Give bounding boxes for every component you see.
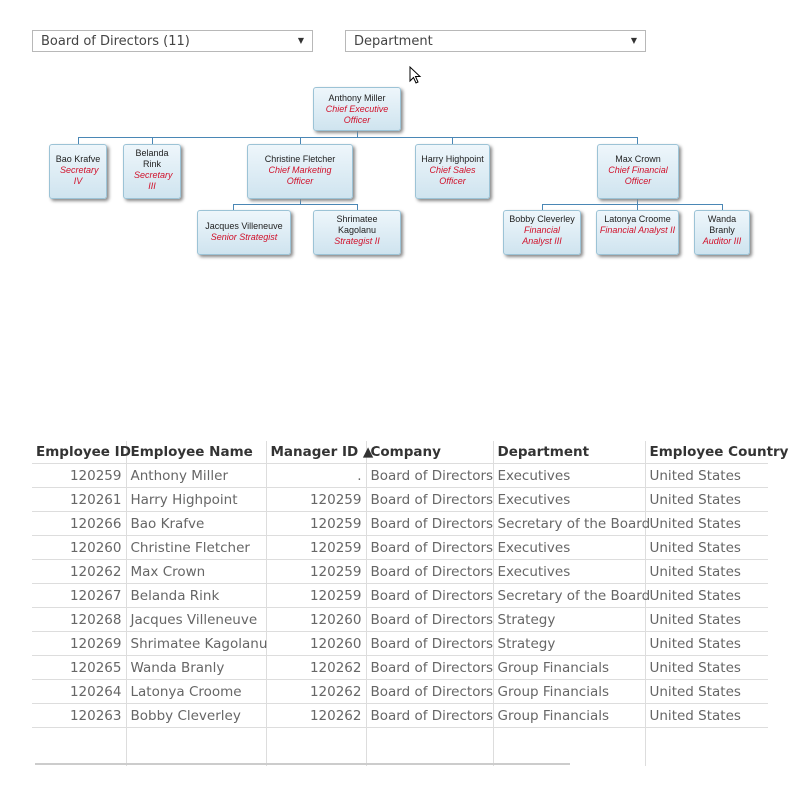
- table-cell: United States: [645, 560, 768, 584]
- table-row[interactable]: [32, 680, 768, 704]
- table-row[interactable]: [32, 512, 768, 536]
- table-cell: United States: [645, 632, 768, 656]
- node-title: Strategist II: [334, 236, 380, 246]
- node-name: Bao Krafve: [55, 154, 101, 164]
- org-node-shrimatee-kagolanu[interactable]: [313, 210, 401, 255]
- table-row[interactable]: [32, 584, 768, 608]
- table-cell: United States: [645, 536, 768, 560]
- table-cell: United States: [645, 608, 768, 632]
- org-node-bobby-cleverley[interactable]: [503, 210, 581, 255]
- node-title: Chief Executive Officer: [325, 104, 389, 125]
- table-cell: Board of Directors: [366, 536, 493, 560]
- table-cell: Board of Directors: [366, 704, 493, 728]
- node-title: Chief Marketing Officer: [268, 165, 332, 186]
- table-cell: 120262: [32, 560, 126, 584]
- company-dropdown-value: Board of Directors (11): [41, 34, 190, 49]
- org-node-anthony-miller[interactable]: [313, 87, 401, 131]
- table-cell: 120259: [266, 488, 366, 512]
- table-cell: Board of Directors: [366, 608, 493, 632]
- table-cell: 120259: [266, 512, 366, 536]
- col-employee-name[interactable]: Employee Name: [126, 441, 266, 464]
- table-cell: Christine Fletcher: [126, 536, 266, 560]
- table-cell: United States: [645, 488, 768, 512]
- table-cell: 120264: [32, 680, 126, 704]
- col-manager-id[interactable]: Manager ID ▲: [266, 441, 366, 464]
- table-cell: Strategy: [493, 632, 645, 656]
- table-row[interactable]: [32, 464, 768, 488]
- table-cell: Executives: [493, 560, 645, 584]
- org-node-max-crown[interactable]: [597, 144, 679, 199]
- table-cell: 120261: [32, 488, 126, 512]
- field-dropdown[interactable]: [345, 30, 646, 52]
- node-title: Chief Financial Officer: [608, 165, 668, 186]
- node-title: Secretary IV: [60, 165, 99, 186]
- org-node-harry-highpoint[interactable]: [415, 144, 490, 199]
- table-cell: Secretary of the Board: [493, 512, 645, 536]
- table-row[interactable]: [32, 560, 768, 584]
- table-cell: Bobby Cleverley: [126, 704, 266, 728]
- table-cell: 120259: [266, 560, 366, 584]
- table-cell: Group Financials: [493, 680, 645, 704]
- col-employee-country[interactable]: Employee Country: [645, 441, 768, 464]
- org-node-belanda-rink[interactable]: [123, 144, 181, 199]
- table-row[interactable]: [32, 608, 768, 632]
- table-cell: Harry Highpoint: [126, 488, 266, 512]
- table-cell: 120260: [266, 632, 366, 656]
- empty-cell: [32, 728, 126, 767]
- empty-cell: [266, 728, 366, 767]
- table-row[interactable]: [32, 488, 768, 512]
- empty-cell: [126, 728, 266, 767]
- table-cell: 120263: [32, 704, 126, 728]
- table-cell: Secretary of the Board: [493, 584, 645, 608]
- table-cell: United States: [645, 512, 768, 536]
- node-title: Chief Sales Officer: [429, 165, 476, 186]
- node-name: Anthony Miller: [328, 93, 386, 103]
- horizontal-scrollbar[interactable]: [35, 763, 570, 765]
- table-row[interactable]: [32, 632, 768, 656]
- table-cell: Board of Directors: [366, 464, 493, 488]
- org-node-christine-fletcher[interactable]: [247, 144, 353, 199]
- chevron-down-icon: ▼: [630, 36, 637, 45]
- node-name: Max Crown: [615, 154, 661, 164]
- org-node-wanda-branly[interactable]: [694, 210, 750, 255]
- empty-cell: [366, 728, 493, 767]
- table-cell: Executives: [493, 488, 645, 512]
- node-title: Senior Strategist: [210, 232, 278, 242]
- table-cell: United States: [645, 584, 768, 608]
- table-cell: 120266: [32, 512, 126, 536]
- org-node-bao-krafve[interactable]: [49, 144, 107, 199]
- table-header-row: [32, 441, 768, 464]
- node-name: Harry Highpoint: [421, 154, 484, 164]
- table-row[interactable]: [32, 536, 768, 560]
- table-cell: United States: [645, 704, 768, 728]
- table-cell: Belanda Rink: [126, 584, 266, 608]
- table-cell: United States: [645, 680, 768, 704]
- table-cell: Board of Directors: [366, 680, 493, 704]
- table-cell: Board of Directors: [366, 560, 493, 584]
- col-department[interactable]: Department: [493, 441, 645, 464]
- table-cell: Strategy: [493, 608, 645, 632]
- table-cell: United States: [645, 464, 768, 488]
- table-cell: Board of Directors: [366, 488, 493, 512]
- table-row[interactable]: [32, 656, 768, 680]
- node-title: Financial Analyst III: [522, 225, 562, 246]
- table-cell: 120265: [32, 656, 126, 680]
- chevron-down-icon: ▼: [297, 36, 304, 45]
- table-cell: Jacques Villeneuve: [126, 608, 266, 632]
- col-company[interactable]: Company: [366, 441, 493, 464]
- table-cell: Board of Directors: [366, 632, 493, 656]
- table-cell: 120260: [32, 536, 126, 560]
- table-cell: Executives: [493, 464, 645, 488]
- table-cell: Group Financials: [493, 656, 645, 680]
- table-cell: Latonya Croome: [126, 680, 266, 704]
- table-cell: 120259: [32, 464, 126, 488]
- node-name: Bobby Cleverley: [509, 214, 575, 224]
- table-row[interactable]: [32, 704, 768, 728]
- table-cell: Board of Directors: [366, 584, 493, 608]
- company-dropdown[interactable]: [32, 30, 313, 52]
- table-cell: Board of Directors: [366, 656, 493, 680]
- node-name: Wanda Branly: [707, 214, 737, 235]
- table-cell: 120260: [266, 608, 366, 632]
- field-dropdown-value: Department: [354, 34, 433, 49]
- table-cell: 120259: [266, 584, 366, 608]
- org-node-latonya-croome[interactable]: [596, 210, 679, 255]
- table-cell: 120262: [266, 680, 366, 704]
- empty-cell: [493, 728, 645, 767]
- mouse-cursor-icon: [409, 66, 423, 86]
- node-name: Shrimatee Kagolanu: [336, 214, 378, 235]
- node-name: Latonya Croome: [604, 214, 671, 224]
- table-cell: Group Financials: [493, 704, 645, 728]
- table-cell: 120262: [266, 704, 366, 728]
- table-cell: .: [266, 464, 366, 488]
- table-cell: 120269: [32, 632, 126, 656]
- col-employee-id[interactable]: Employee ID: [32, 441, 126, 464]
- node-title: Financial Analyst II: [599, 225, 676, 235]
- node-title: Auditor III: [702, 236, 742, 246]
- node-name: Jacques Villeneuve: [205, 221, 283, 231]
- table-cell: Anthony Miller: [126, 464, 266, 488]
- employee-table: [32, 441, 789, 766]
- table-cell: 120262: [266, 656, 366, 680]
- empty-cell: [645, 728, 768, 767]
- node-title: Secretary III: [134, 170, 173, 191]
- table-cell: Wanda Branly: [126, 656, 266, 680]
- table-cell: 120259: [266, 536, 366, 560]
- table-cell: 120268: [32, 608, 126, 632]
- empty-row: [32, 728, 768, 767]
- table-cell: Bao Krafve: [126, 512, 266, 536]
- node-name: Belanda Rink: [135, 148, 169, 169]
- table-cell: Board of Directors: [366, 512, 493, 536]
- org-node-jacques-villeneuve[interactable]: [197, 210, 291, 255]
- node-name: Christine Fletcher: [264, 154, 336, 164]
- table-cell: Max Crown: [126, 560, 266, 584]
- table-cell: Shrimatee Kagolanu: [126, 632, 266, 656]
- table-cell: 120267: [32, 584, 126, 608]
- table-cell: United States: [645, 656, 768, 680]
- table-cell: Executives: [493, 536, 645, 560]
